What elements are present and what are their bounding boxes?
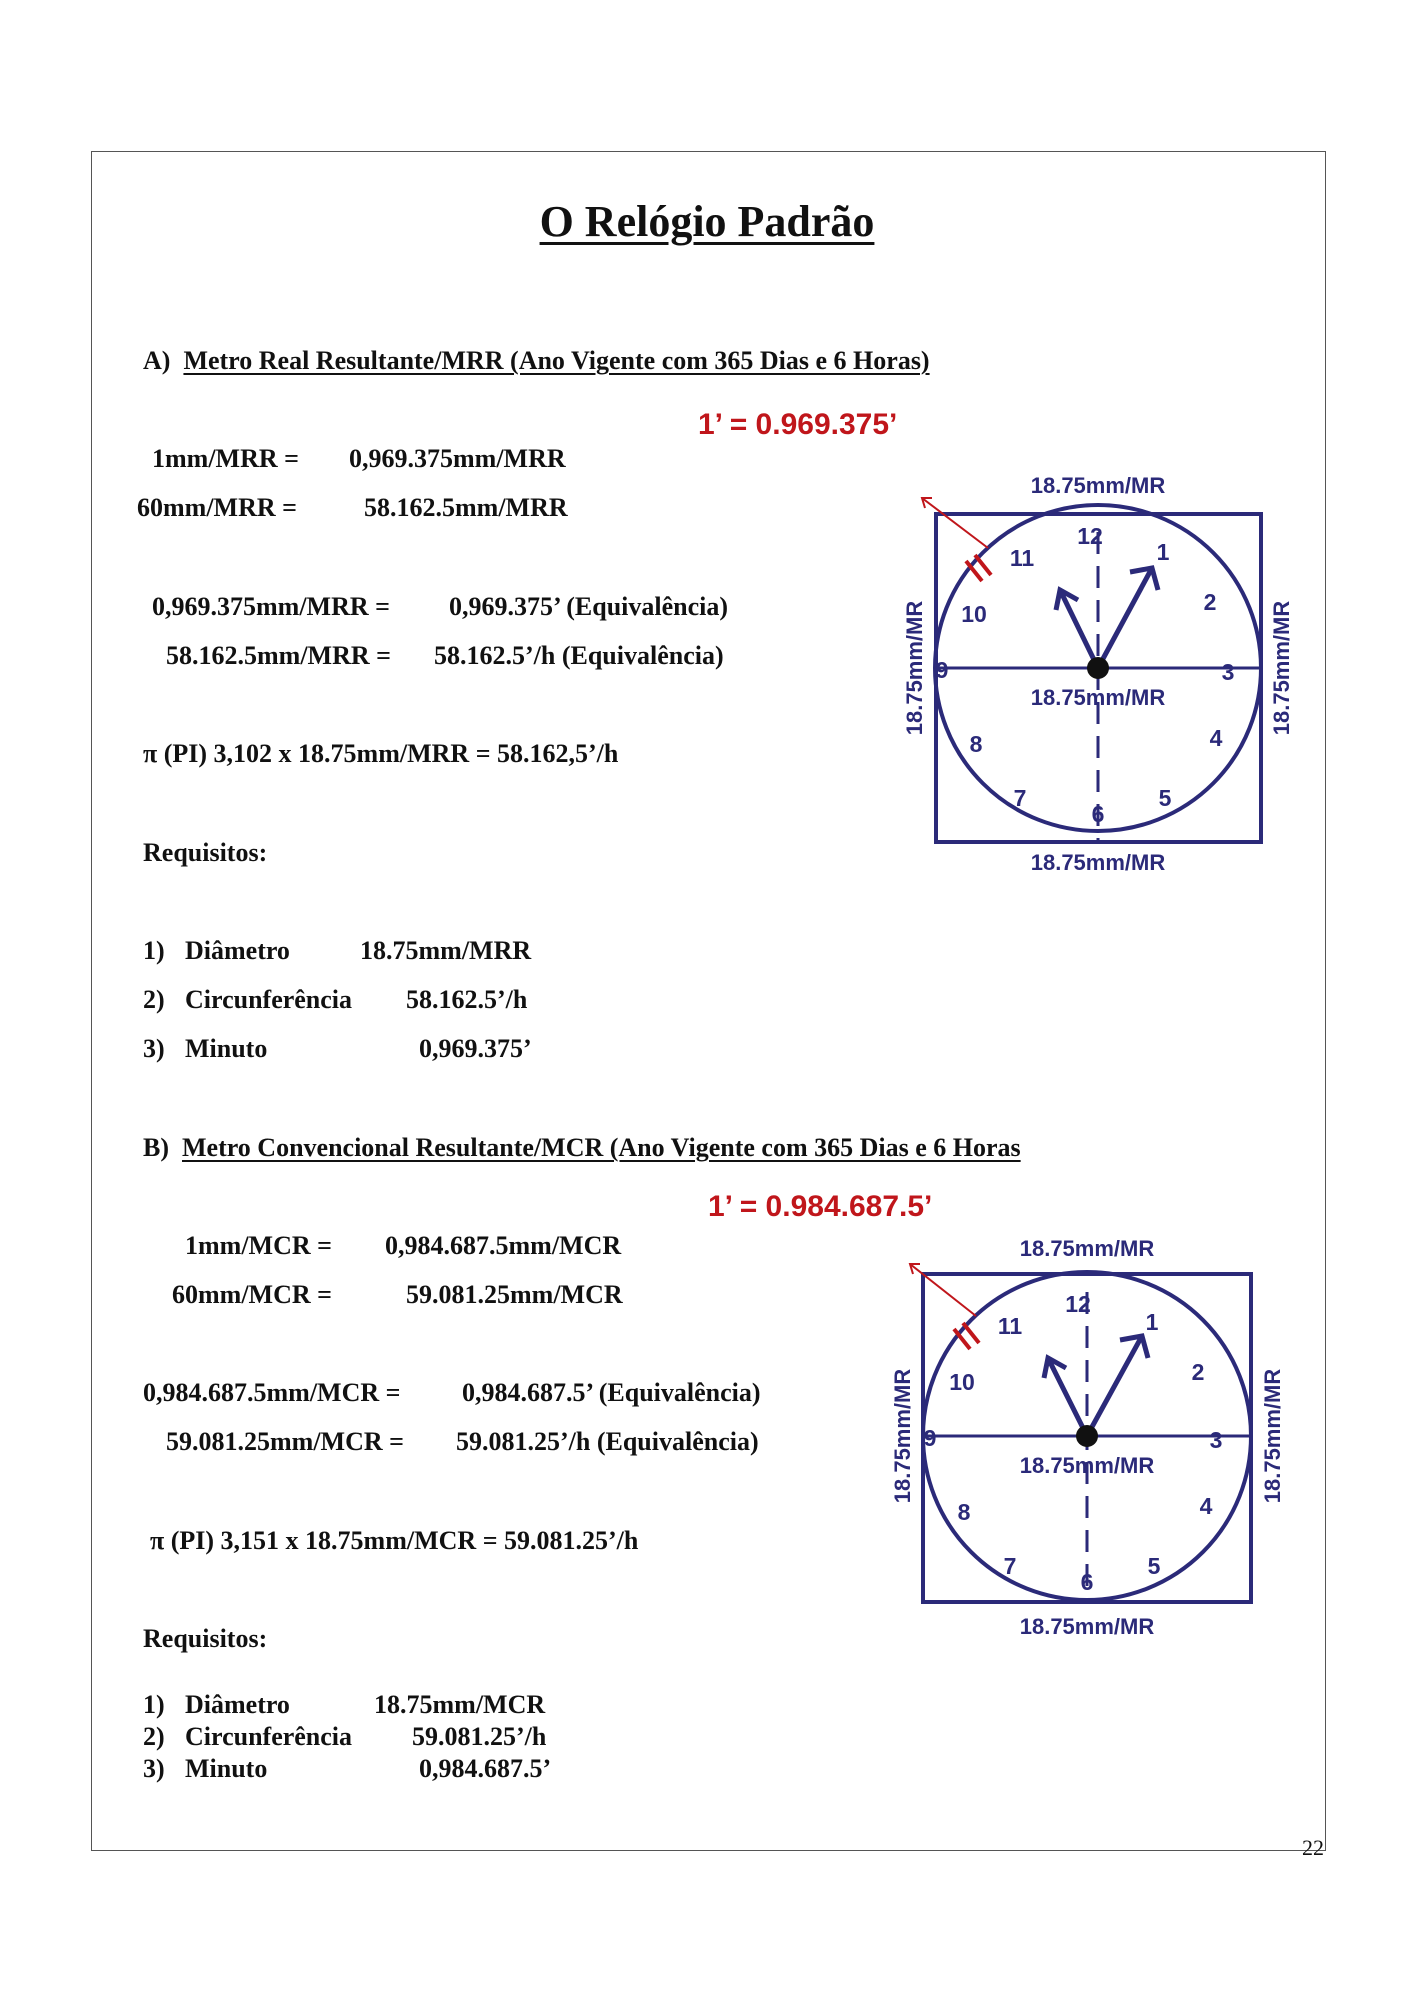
clock-a-label-bottom: 18.75mm/MR xyxy=(1030,850,1166,875)
section-a-heading: A) Metro Real Resultante/MRR (Ano Vigente com 365 Dias e 6 Horas) xyxy=(143,346,930,375)
b-eq2-left: 59.081.25mm/MCR = xyxy=(166,1427,404,1456)
clock-b-number-8: 8 xyxy=(957,1499,971,1525)
clock-a-number-12: 12 xyxy=(1077,523,1103,549)
clock-b-label-top: 18.75mm/MR xyxy=(1019,1236,1155,1261)
b-line2-left: 60mm/MCR = xyxy=(172,1280,332,1309)
b-requisitos: Requisitos: xyxy=(143,1624,268,1653)
clock-a-number-10: 10 xyxy=(961,601,987,627)
b-req-value-2: 59.081.25’/h xyxy=(412,1722,547,1751)
a-req-label-3: Minuto xyxy=(185,1034,268,1063)
clock-b-center-dot xyxy=(1076,1425,1098,1447)
b-line1-left: 1mm/MCR = xyxy=(185,1231,332,1260)
b-req-label-2: Circunferência xyxy=(185,1722,353,1751)
b-req-num-3: 3) xyxy=(143,1754,165,1783)
clock-b-hour-hand xyxy=(1048,1358,1087,1436)
clock-b-number-5: 5 xyxy=(1147,1553,1161,1579)
clock-b-label-left: 18.75mm/MR xyxy=(890,1368,915,1504)
clock-b-number-7: 7 xyxy=(1003,1553,1017,1579)
clock-b-number-4: 4 xyxy=(1199,1493,1213,1519)
clock-a-number-8: 8 xyxy=(969,731,983,757)
page-number: 22 xyxy=(1302,1835,1324,1860)
clock-a-number-5: 5 xyxy=(1158,785,1172,811)
a-req-num-3: 3) xyxy=(143,1034,165,1063)
clock-a-center-dot xyxy=(1087,657,1109,679)
a-pi-line: π (PI) 3,102 x 18.75mm/MRR = 58.162,5’/h xyxy=(143,739,619,768)
b-req-num-2: 2) xyxy=(143,1722,165,1751)
clock-a-tick-mark-2 xyxy=(975,555,991,575)
clock-a-hour-hand xyxy=(1060,590,1098,668)
clock-a-label-top: 18.75mm/MR xyxy=(1030,473,1166,498)
section-b-heading: B) Metro Convencional Resultante/MCR (Ano Vigente com 365 Dias e 6 Horas xyxy=(143,1133,1021,1162)
clock-a-label-center: 18.75mm/MR xyxy=(1030,685,1166,710)
clock-b-red-pointer xyxy=(910,1264,976,1316)
a-line1-right: 0,969.375mm/MRR xyxy=(349,444,566,473)
clock-b-label-right: 18.75mm/MR xyxy=(1260,1368,1285,1504)
a-line1-left: 1mm/MRR = xyxy=(152,444,299,473)
a-req-num-1: 1) xyxy=(143,936,165,965)
clock-a-number-3: 3 xyxy=(1221,659,1235,685)
clock-b-tick-mark-2 xyxy=(963,1323,979,1343)
b-req-num-1: 1) xyxy=(143,1690,165,1719)
clock-a-number-7: 7 xyxy=(1013,785,1027,811)
a-line2-right: 58.162.5mm/MRR xyxy=(364,493,568,522)
a-req-value-3: 0,969.375’ xyxy=(419,1034,532,1063)
clock-b-number-12: 12 xyxy=(1065,1291,1091,1317)
a-eq2-left: 58.162.5mm/MRR = xyxy=(166,641,391,670)
clock-a-minute-hand xyxy=(1098,568,1152,668)
b-req-label-3: Minuto xyxy=(185,1754,268,1783)
clock-a-number-9: 9 xyxy=(935,657,949,683)
a-eq1-right: 0,969.375’ (Equivalência) xyxy=(449,592,729,621)
b-req-value-3: 0,984.687.5’ xyxy=(419,1754,552,1783)
clock-b-number-11: 11 xyxy=(997,1313,1023,1339)
clock-a-number-11: 11 xyxy=(1009,545,1035,571)
clock-b-number-10: 10 xyxy=(949,1369,975,1395)
section-a-red-label: 1’ = 0.969.375’ xyxy=(698,408,898,441)
b-req-value-1: 18.75mm/MCR xyxy=(374,1690,546,1719)
a-req-value-2: 58.162.5’/h xyxy=(406,985,528,1014)
clock-a-number-4: 4 xyxy=(1209,725,1223,751)
clock-diagram-b xyxy=(880,1228,1320,1658)
clock-a-label-left: 18.75mm/MR xyxy=(902,600,927,736)
b-line1-right: 0,984.687.5mm/MCR xyxy=(385,1231,622,1260)
clock-b-minute-hand xyxy=(1087,1336,1142,1436)
section-b-red-label: 1’ = 0.984.687.5’ xyxy=(708,1190,933,1223)
a-req-value-1: 18.75mm/MRR xyxy=(360,936,532,965)
a-req-label-2: Circunferência xyxy=(185,985,353,1014)
clock-b-number-3: 3 xyxy=(1209,1427,1223,1453)
a-eq1-left: 0,969.375mm/MRR = xyxy=(152,592,390,621)
b-line2-right: 59.081.25mm/MCR xyxy=(406,1280,623,1309)
clock-b-number-9: 9 xyxy=(923,1425,937,1451)
clock-b-number-2: 2 xyxy=(1191,1359,1205,1385)
clock-b-label-bottom: 18.75mm/MR xyxy=(1019,1614,1155,1639)
clock-a-number-1: 1 xyxy=(1156,539,1170,565)
a-requisitos: Requisitos: xyxy=(143,838,268,867)
b-req-label-1: Diâmetro xyxy=(185,1690,290,1719)
b-pi-line: π (PI) 3,151 x 18.75mm/MCR = 59.081.25’/h xyxy=(150,1526,639,1555)
clock-a-red-pointer xyxy=(922,498,988,548)
clock-a-number-2: 2 xyxy=(1203,589,1217,615)
b-eq1-left: 0,984.687.5mm/MCR = xyxy=(143,1378,401,1407)
clock-a-label-right: 18.75mm/MR xyxy=(1269,600,1294,736)
clock-a-number-6: 6 xyxy=(1091,801,1105,827)
clock-b-number-6: 6 xyxy=(1080,1569,1094,1595)
a-req-label-1: Diâmetro xyxy=(185,936,290,965)
clock-b-number-1: 1 xyxy=(1145,1309,1159,1335)
clock-diagram-a xyxy=(880,460,1320,890)
b-eq1-right: 0,984.687.5’ (Equivalência) xyxy=(462,1378,761,1407)
page-title: O Relógio Padrão xyxy=(539,197,875,246)
clock-b-label-center: 18.75mm/MR xyxy=(1019,1453,1155,1478)
a-req-num-2: 2) xyxy=(143,985,165,1014)
b-eq2-right: 59.081.25’/h (Equivalência) xyxy=(456,1427,759,1456)
a-eq2-right: 58.162.5’/h (Equivalência) xyxy=(434,641,724,670)
a-line2-left: 60mm/MRR = xyxy=(137,493,297,522)
